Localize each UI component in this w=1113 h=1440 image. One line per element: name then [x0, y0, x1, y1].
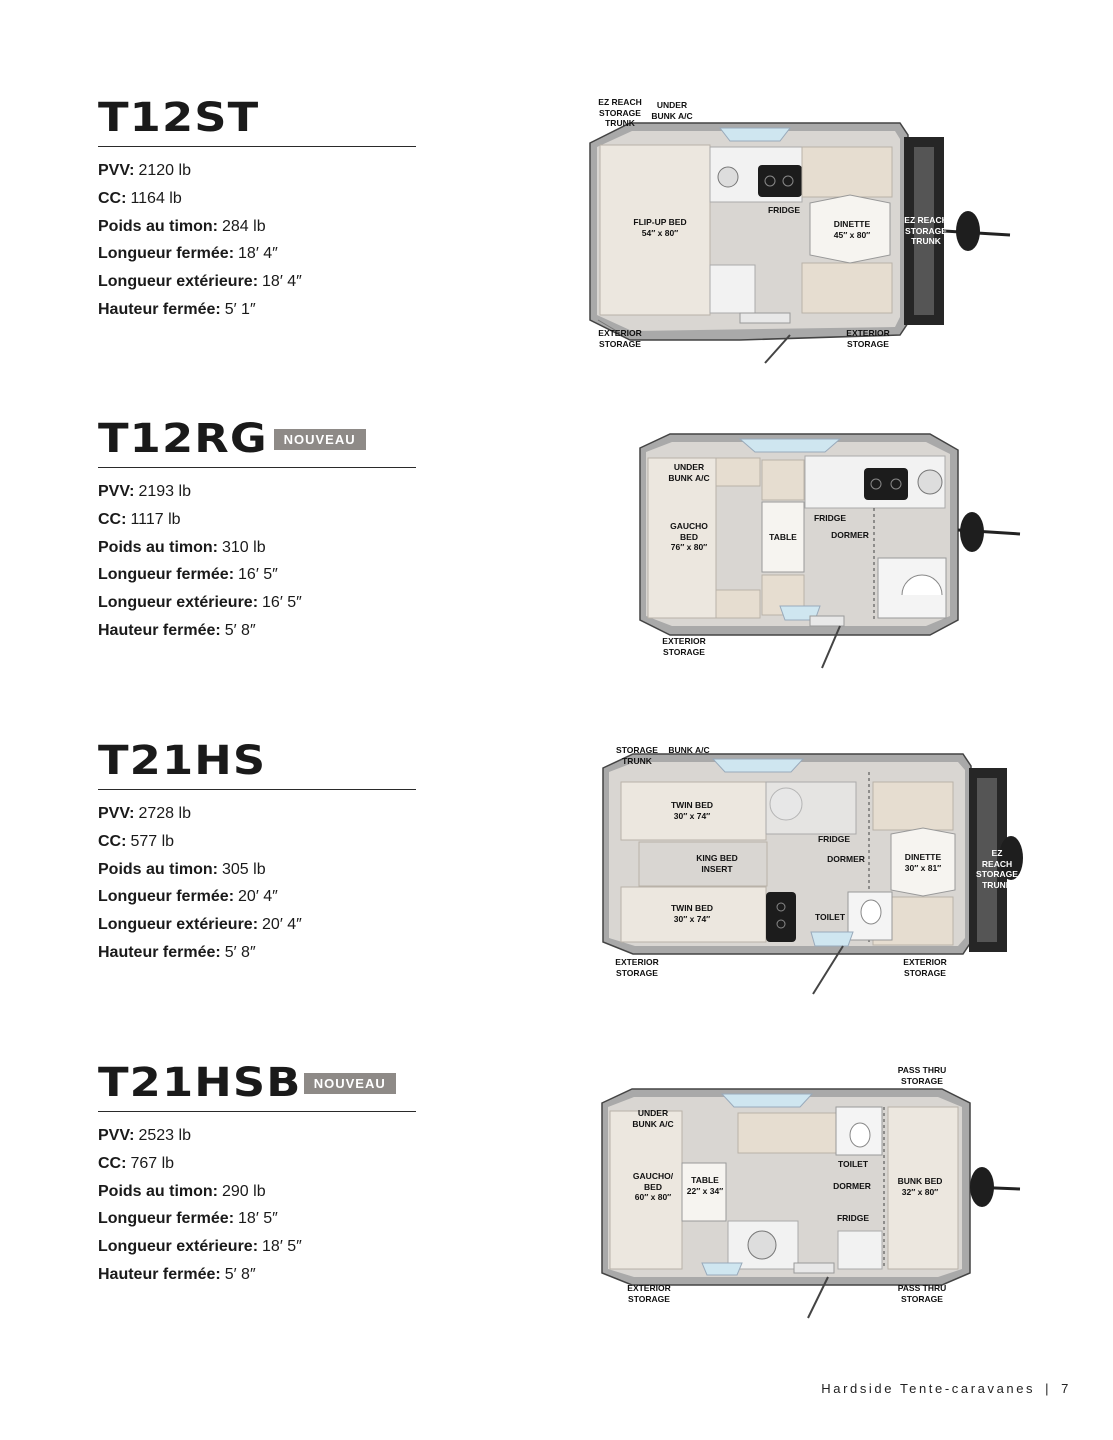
spec-item: Longueur extérieure: 18′ 4″: [98, 273, 302, 291]
footer-section-title: Hardside Tente-caravanes: [821, 1381, 1036, 1396]
plan-label: DINETTE 45″ x 80″: [833, 219, 871, 240]
plan-label: EXTERIOR STORAGE: [598, 328, 642, 349]
plan-label: GAUCHO/ BED 60″ x 80″: [632, 1171, 674, 1202]
page-number: 7: [1061, 1381, 1071, 1396]
plan-label: TOILET: [837, 1159, 869, 1169]
spec-item: PVV: 2523 lb: [98, 1127, 191, 1144]
floorplan-t12rg: [640, 420, 1030, 680]
plan-label: DORMER: [827, 854, 865, 864]
plan-label: DORMER: [833, 1181, 871, 1191]
spec-item: Longueur extérieure: 20′ 4″: [98, 916, 302, 934]
plan-label: PASS THRU STORAGE: [897, 1065, 947, 1086]
spec-list: [98, 157, 416, 324]
page-footer: [821, 1381, 1071, 1396]
plan-label: DORMER: [831, 530, 869, 540]
plan-label: BUNK A/C: [668, 745, 710, 755]
plan-label: EXTERIOR STORAGE: [903, 957, 947, 978]
spec-item: Poids au timon: 284 lb: [98, 217, 266, 235]
spec-item: Longueur extérieure: 18′ 5″: [98, 1238, 302, 1256]
plan-label: FLIP-UP BED 54″ x 80″: [633, 217, 687, 238]
plan-label: GAUCHO BED 76″ x 80″: [670, 521, 708, 552]
new-badge: NOUVEAU: [274, 429, 366, 450]
plan-label: BUNK BED 32″ x 80″: [897, 1176, 943, 1197]
spec-list: [98, 800, 416, 967]
spec-item: Longueur fermée: 18′ 5″: [98, 1210, 278, 1228]
spec-item: Poids au timon: 305 lb: [98, 860, 266, 878]
spec-item: CC: 1164 lb: [98, 189, 182, 207]
floorplan-t12st: [590, 95, 1020, 370]
plan-label: UNDER BUNK A/C: [651, 100, 693, 121]
spec-item: Longueur fermée: 20′ 4″: [98, 888, 278, 906]
spec-item: Longueur fermée: 18′ 4″: [98, 245, 278, 263]
plan-label: FRIDGE: [813, 513, 847, 523]
plan-label: EXTERIOR STORAGE: [662, 636, 706, 657]
model-title: T12RG: [98, 416, 268, 462]
plan-label: EZ REACH STORAGE TRUNK: [904, 215, 948, 246]
plan-label: EXTERIOR STORAGE: [846, 328, 890, 349]
plan-label: DINETTE 30″ x 81″: [904, 852, 942, 873]
spec-list: [98, 1122, 416, 1289]
spec-item: CC: 577 lb: [98, 832, 175, 850]
spec-item: Hauteur fermée: 5′ 8″: [98, 621, 256, 639]
spec-item: PVV: 2728 lb: [98, 805, 191, 822]
plan-label: EXTERIOR STORAGE: [615, 957, 659, 978]
spec-item: Longueur extérieure: 16′ 5″: [98, 594, 302, 612]
floorplan-t21hs: [603, 742, 1033, 1002]
spec-list: [98, 478, 416, 645]
model-t12rg: [98, 411, 416, 645]
plan-label: FRIDGE: [817, 834, 851, 844]
spec-item: Hauteur fermée: 5′ 1″: [98, 300, 256, 318]
plan-label: TABLE: [769, 532, 797, 542]
plan-label: TABLE 22″ x 34″: [686, 1175, 724, 1196]
spec-item: PVV: 2193 lb: [98, 483, 191, 500]
plan-label: TOILET: [814, 912, 846, 922]
floorplan-drawing: [603, 742, 1033, 1002]
plan-label: UNDER BUNK A/C: [668, 462, 710, 483]
plan-label: FRIDGE: [836, 1213, 870, 1223]
model-title: T21HS: [98, 738, 267, 784]
plan-label: FRIDGE: [767, 205, 801, 215]
new-badge: NOUVEAU: [304, 1073, 396, 1094]
model-t21hs: [98, 733, 416, 967]
plan-label: KING BED INSERT: [696, 853, 738, 874]
footer-separator: |: [1045, 1381, 1052, 1396]
plan-label: EZ REACH STORAGE TRUNK: [598, 97, 642, 128]
plan-label: TWIN BED 30″ x 74″: [670, 800, 714, 821]
plan-label: STORAGE TRUNK: [616, 745, 658, 766]
spec-item: CC: 767 lb: [98, 1154, 175, 1172]
floorplan-t21hsb: [602, 1063, 1032, 1328]
plan-label: UNDER BUNK A/C: [632, 1108, 674, 1129]
spec-item: Poids au timon: 310 lb: [98, 538, 266, 556]
plan-label: TWIN BED 30″ x 74″: [670, 903, 714, 924]
spec-item: Poids au timon: 290 lb: [98, 1182, 266, 1200]
spec-item: CC: 1117 lb: [98, 510, 181, 528]
spec-item: Longueur fermée: 16′ 5″: [98, 566, 278, 584]
plan-label: EXTERIOR STORAGE: [627, 1283, 671, 1304]
model-t21hsb: [98, 1055, 416, 1289]
spec-item: Hauteur fermée: 5′ 8″: [98, 943, 256, 961]
spec-item: PVV: 2120 lb: [98, 162, 191, 179]
model-t12st: [98, 90, 416, 324]
model-title: T21HSB: [98, 1060, 302, 1106]
plan-label: PASS THRU STORAGE: [897, 1283, 947, 1304]
plan-label: EZ REACH STORAGE TRUNK: [976, 848, 1018, 890]
spec-item: Hauteur fermée: 5′ 8″: [98, 1265, 256, 1283]
model-title: T12ST: [98, 95, 260, 141]
